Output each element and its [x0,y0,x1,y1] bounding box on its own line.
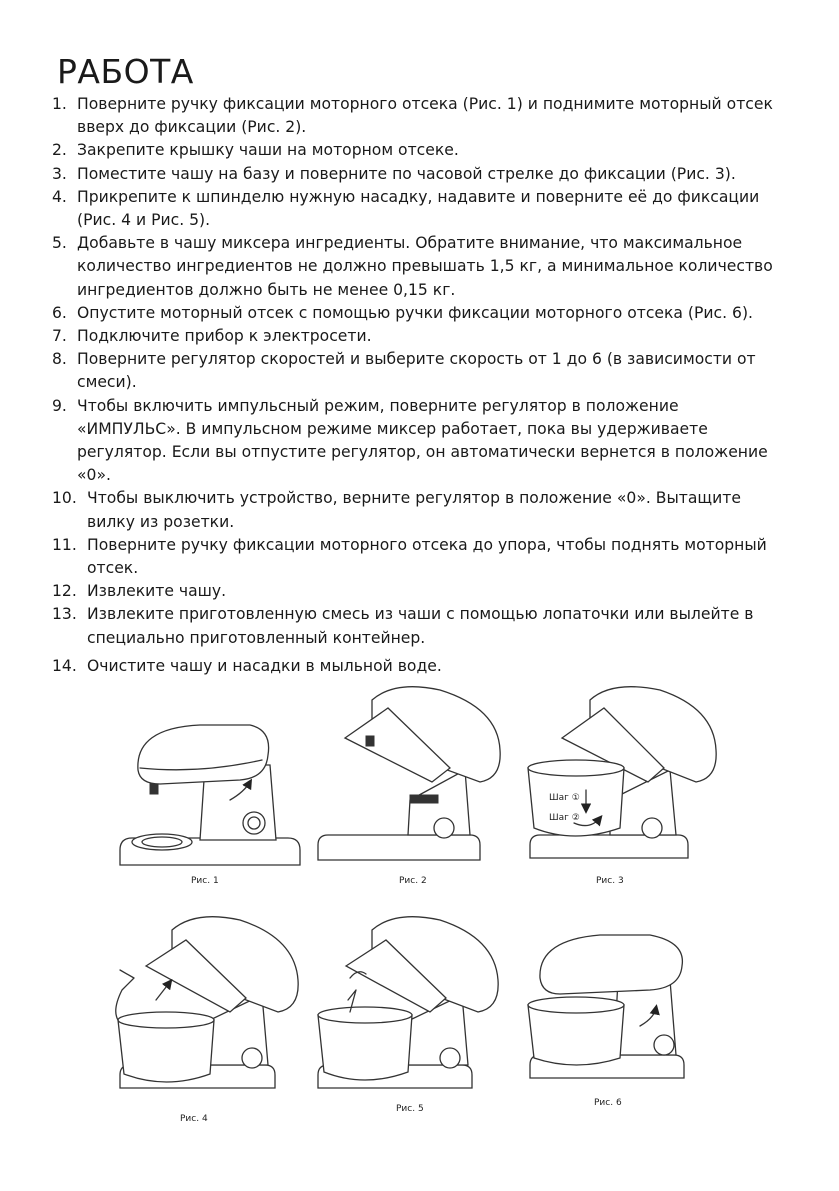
step-text: Поверните регулятор скоростей и выберите скорость от 1 до 6 (в зависимости от смеси). [77,350,756,392]
figure-caption: Рис. 5 [396,1104,424,1114]
instruction-step [52,232,787,302]
step-text: Закрепите крышку чаши на моторном отсеке. [77,141,459,160]
instruction-step [52,348,787,394]
step-number: 13. [52,605,77,624]
step-number: 3. [52,164,67,183]
step-text: Очистите чашу и насадки в мыльной воде. [87,656,442,675]
figure-6-mixer-closed-bowl [528,935,684,1078]
step-text: Извлеките чашу. [87,582,227,601]
step-number: 2. [52,141,67,160]
figure-caption: Рис. 6 [594,1098,622,1108]
figure-3-bowl-mounting [528,687,716,858]
step-number: 5. [52,234,67,253]
instruction-step [52,93,787,139]
step-number: 7. [52,327,67,346]
step-number: 12. [52,582,77,601]
instruction-step [52,580,787,603]
instruction-step [52,139,787,162]
instruction-step [52,603,787,649]
figure-caption: Рис. 2 [399,876,427,886]
figure-caption: Рис. 3 [596,876,624,886]
step-text: Чтобы выключить устройство, верните регулятор в положение «0». Вытащите вилку из розетки. [87,489,741,531]
step-2-label: Шаг ② [549,813,580,823]
step-text: Поместите чашу на базу и поверните по часовой стрелке до фиксации (Рис. 3). [77,164,736,183]
step-text: Поверните ручку фиксации моторного отсека до упора, чтобы поднять моторный отсек. [87,535,767,578]
figure-1-mixer-closed [120,725,300,865]
page-title: РАБОТА [57,52,194,91]
instruction-step [52,487,787,533]
instruction-step [52,534,787,580]
step-number: 11. [52,535,77,554]
step-number: 9. [52,396,67,415]
step-text: Добавьте в чашу миксера ингредиенты. Обратите внимание, что максимальное количество ингредиентов не должно превышать 1,5 кг, а минимальное количество ингредиентов должно быть не менее 0,15 кг. [77,234,773,299]
step-text: Опустите моторный отсек с помощью ручки фиксации моторного отсека (Рис. 6). [77,303,753,322]
step-number: 1. [52,95,67,113]
step-text: Подключите прибор к электросети. [77,327,372,346]
instruction-step [52,395,787,488]
instruction-step [52,186,787,232]
figure-5-head-lowering [318,917,498,1088]
step-number: 14. [52,656,77,675]
figure-caption: Рис. 1 [191,876,219,886]
step-1-label: Шаг ① [549,793,580,803]
figure-2-head-raised [318,687,500,860]
step-number: 10. [52,489,77,508]
step-text: Прикрепите к шпинделю нужную насадку, надавите и поверните её до фиксации (Рис. 4 и Рис. 5). [77,187,760,230]
step-number: 4. [52,187,67,206]
step-text: Поверните ручку фиксации моторного отсека (Рис. 1) и поднимите моторный отсек вверх до фиксации (Рис. 2). [77,95,773,137]
instruction-list [52,93,787,678]
step-text: Чтобы включить импульсный режим, поверните регулятор в положение «ИМПУЛЬС». В импульсном режиме миксер работает, пока вы удерживаете регулятор. Если вы отпустите регулятор, он автоматически вернется в положение «0». [77,396,768,485]
figure-caption: Рис. 4 [180,1114,208,1124]
figures-illustration [0,660,839,1140]
step-number: 8. [52,350,67,369]
figure-4-attach-hook [116,917,298,1088]
step-number: 6. [52,303,67,322]
step-text: Извлеките приготовленную смесь из чаши с помощью лопаточки или вылейте в специально приготовленный контейнер. [87,605,754,647]
instruction-step [52,325,787,348]
instruction-step [52,302,787,325]
instruction-step [52,163,787,186]
